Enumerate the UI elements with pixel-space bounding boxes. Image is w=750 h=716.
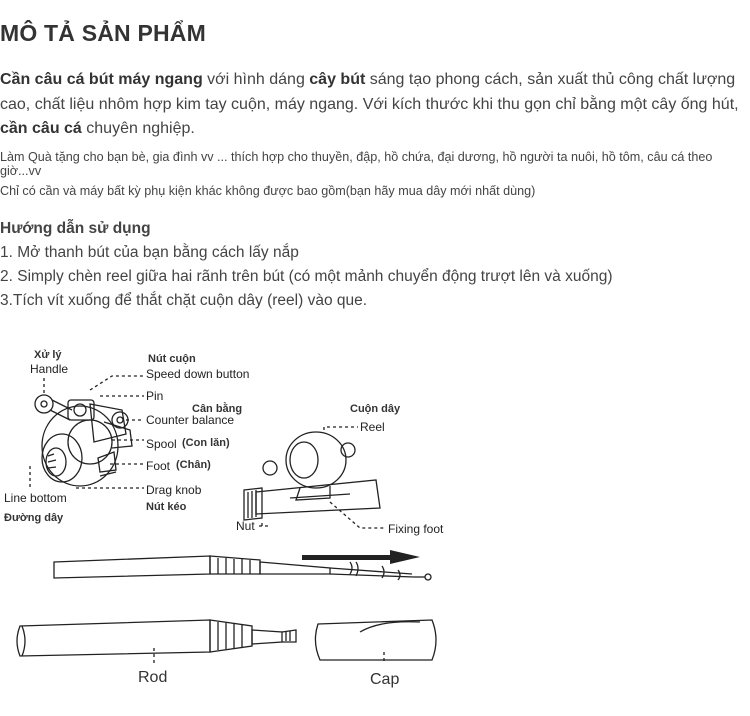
pin-label: Pin [146,389,164,403]
counter-label: Counter balance [146,413,235,427]
page-title: MÔ TẢ SẢN PHẨM [0,20,206,46]
reel-leader-lines [30,376,144,490]
line-bottom-label-vi: Đường dây [4,512,64,524]
usage-note: Làm Quà tặng cho bạn bè, gia đình vv ... thích hợp cho thuyền, đập, hồ chứa, đại dương, hồ người ta nuôi, hồ tôm, câu cá theo giờ...vv [0,150,713,178]
intro-bold-2: cây bút [309,71,366,88]
fixing-foot-label: Fixing foot [388,522,444,536]
guide-step-1: 1. Mở thanh bút của bạn bằng cách lấy nắp [0,244,299,261]
reel-illustration [35,395,132,486]
drag-label-vi: Nút kéo [146,501,187,513]
reel-label-vi: Cuộn dây [350,403,401,415]
reel-label: Reel [360,420,385,434]
nut-label: Nut [236,519,255,533]
intro-bold-3: cần câu cá [0,120,82,137]
product-intro [0,68,745,142]
guide-heading: Hướng dẫn sử dụng [0,220,151,237]
intro-text-3: chuyên nghiệp. [81,120,195,137]
pen-rod-diagram [0,330,750,716]
spool-label-vi: (Con lăn) [182,437,230,449]
rod-cap-leader-lines [154,648,384,664]
collapsed-rod-illustration [17,620,436,660]
guide-step-2: 2. Simply chèn reel giữa hai rãnh trên bút (có một mảnh chuyển động trượt lên và xuống) [0,268,613,285]
extend-arrow [302,550,420,564]
speed-label-vi: Nút cuộn [148,353,196,365]
speed-label: Speed down button [146,367,250,381]
intro-text-2: sáng tạo phong cách, sản xuất thủ công chất lượng cao, chất liệu nhôm hợp kim tay cuộn, máy ngang. Với kích thước khi thu gọn chỉ bằng một cây ống hút, [0,71,739,113]
reel-on-rod-illustration [244,432,380,520]
line-bottom-label: Line bottom [4,491,67,505]
drag-label: Drag knob [146,483,202,497]
foot-label-vi: (Chân) [176,459,211,471]
spool-label: Spool [146,437,177,451]
rod-label: Rod [138,669,168,686]
counter-label-vi: Cân bằng [192,403,243,415]
intro-text-1: với hình dáng [202,71,310,88]
handle-label-vi: Xử lý [34,349,62,361]
cap-label: Cap [370,671,400,688]
foot-label: Foot [146,459,171,473]
handle-label: Handle [30,362,69,376]
guide-step-3: 3.Tích vít xuống để thắt chặt cuộn dây (reel) vào que. [0,292,368,309]
accessory-note: Chỉ có cần và máy bất kỳ phụ kiện khác không được bao gồm(bạn hãy mua dây mới nhất dùng) [0,184,536,198]
intro-bold-1: Cần câu cá bút máy ngang [0,71,203,88]
